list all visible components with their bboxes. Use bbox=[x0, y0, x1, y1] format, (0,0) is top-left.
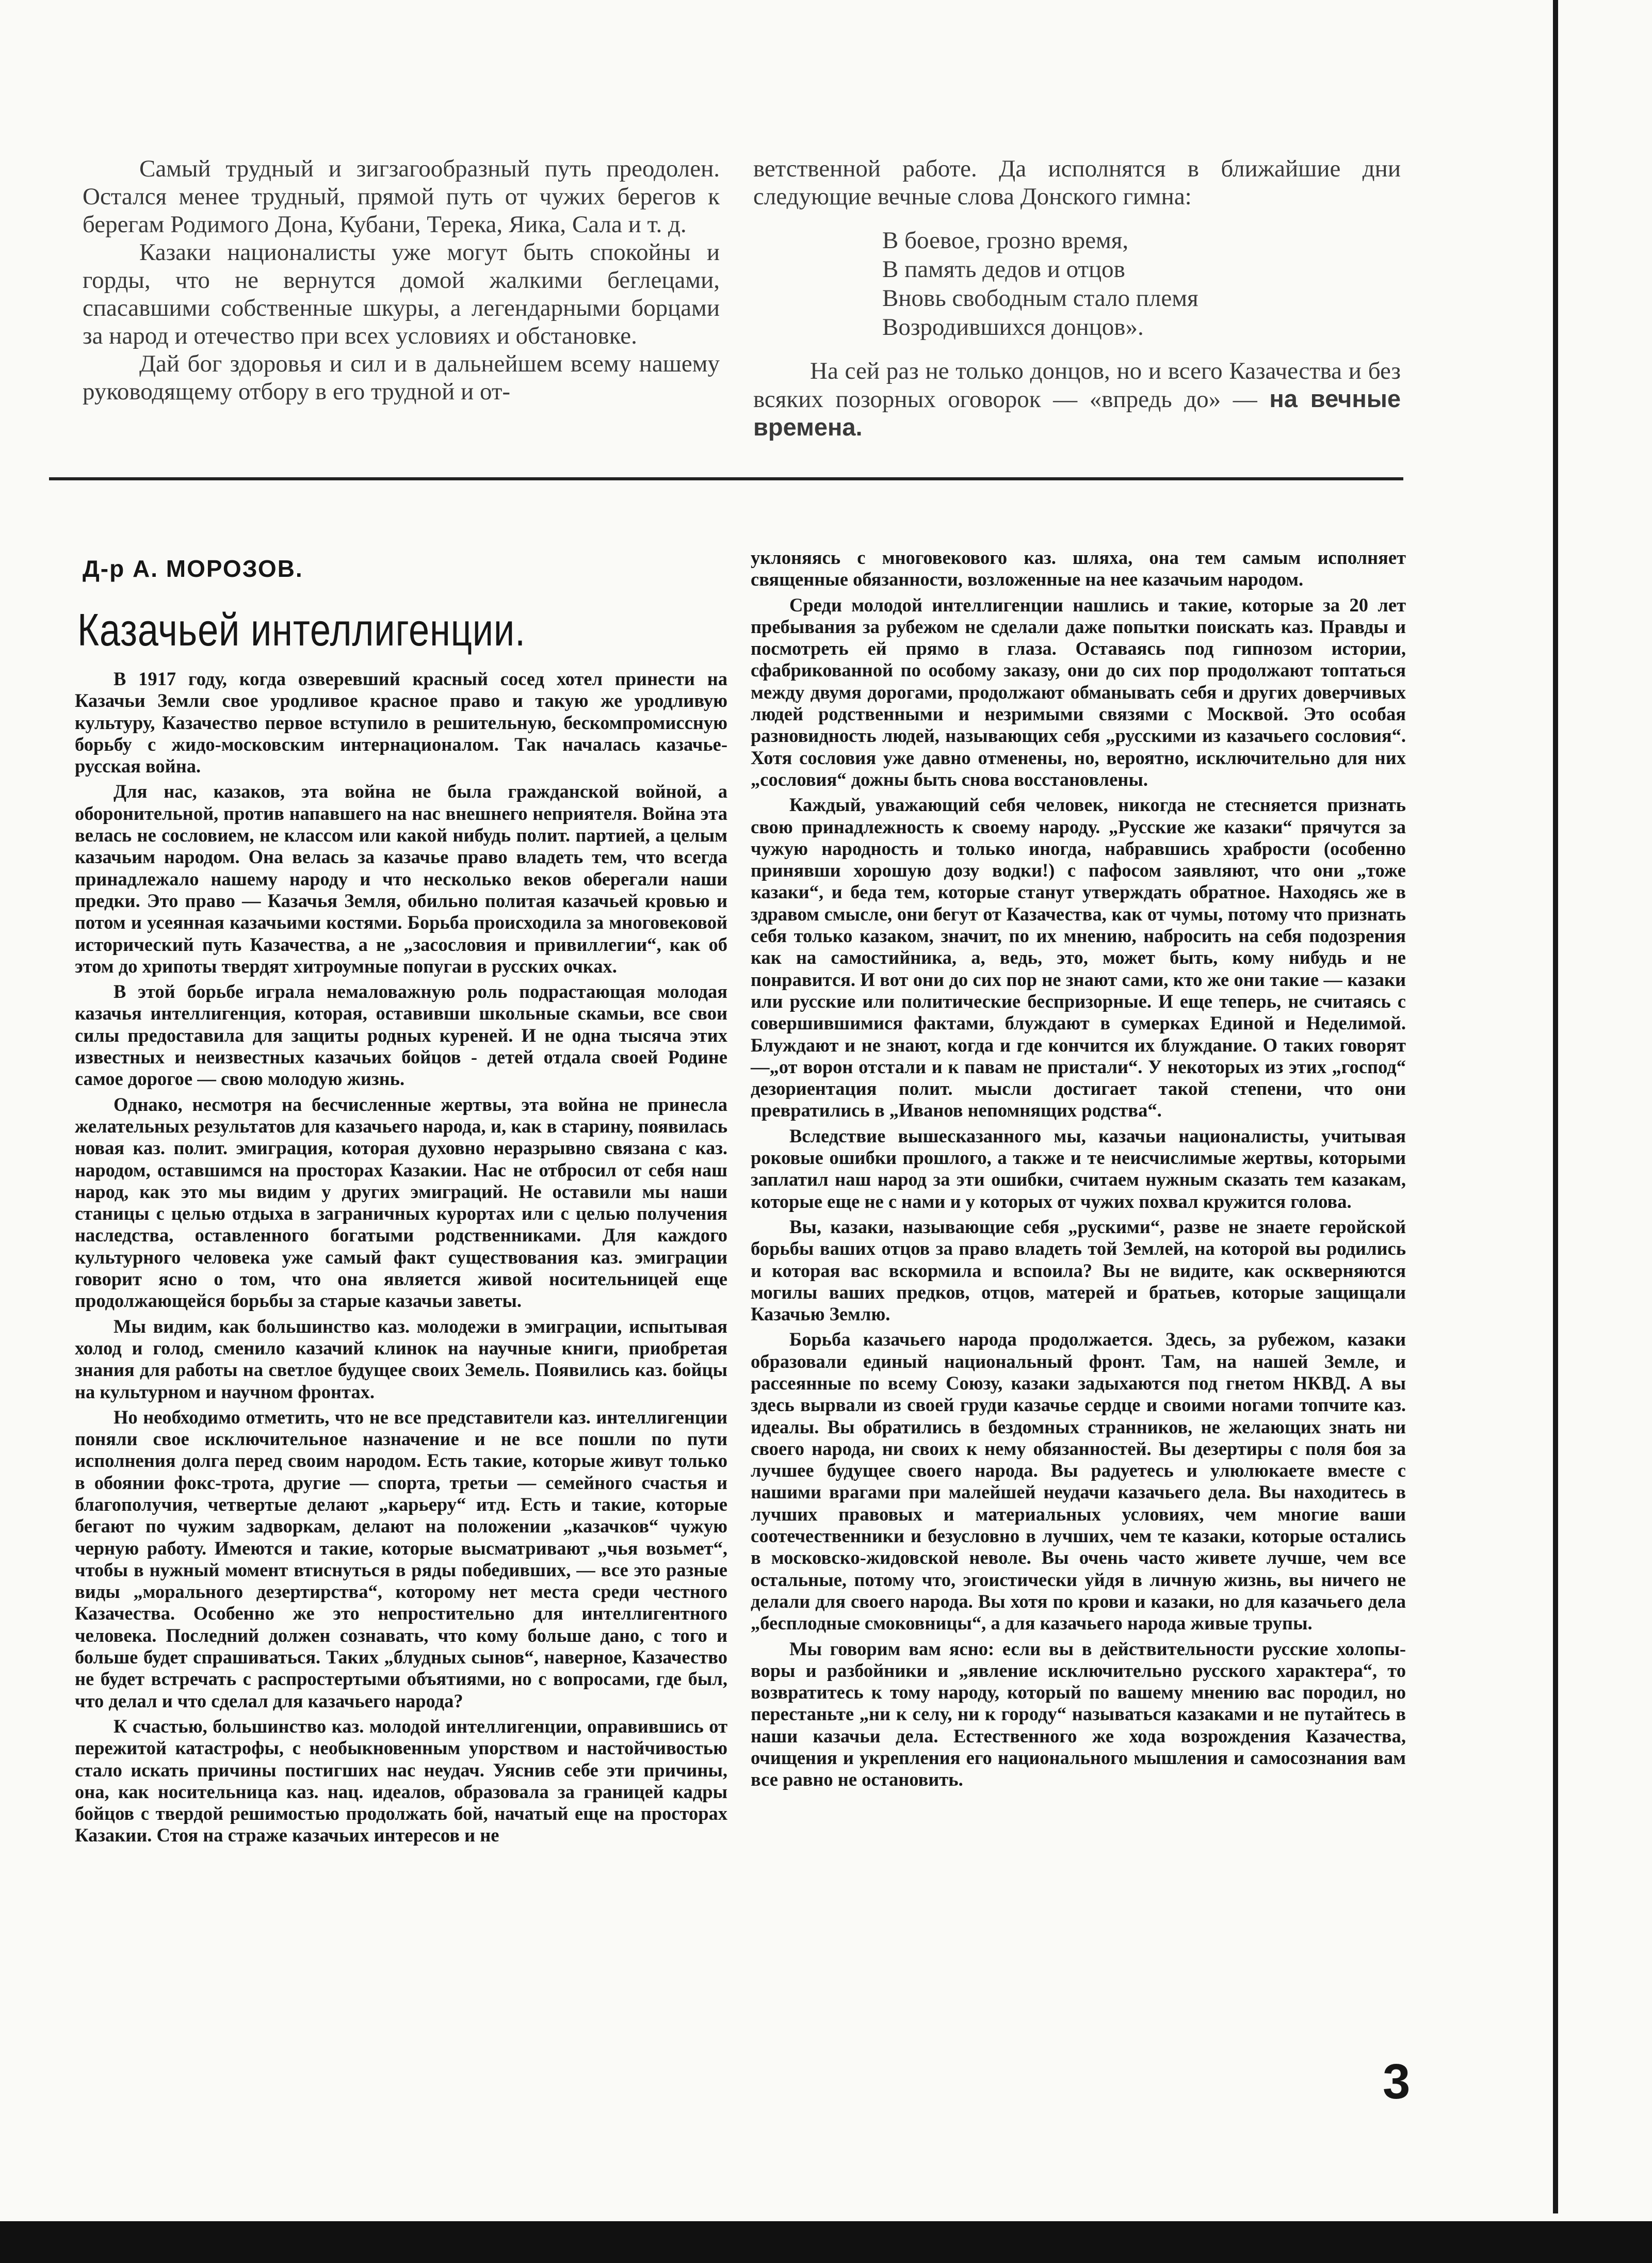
article-paragraph: Борьба казачьего народа продолжается. Здесь, за рубежом, казаки образовали единый национальный фронт. Там, на нашей Земле, и рассеянные по всему Союзу, казаки задыхаются под гнетом НКВД. А вы здесь вырвали из своей груди казачье сердце и своими ногами топчите каз. идеалы. Вы обратились в бездомных странников, не желающих знать ни своего народа, ни своих к нему обязанностей. Вы дезертиры с поля боя за лучшее будущее своего народа. Вы радуетесь и улюлюкаете вместе с нашими врагами при малейшей неудачи казачьего дела. Вы находитесь в лучших правовых и материальных условиях, чем многие ваши соотечественники и безусловно в лучших, чем те казаки, которые остались в московско-жидовской неволе. Вы очень часто живете лучше, чем все остальные, потому что, эгоистически уйдя в личную жизнь, вы ничего не делали для своего народа. Вы хотя по крови и казаки, но для казачьего дела „бесплодные смоковницы“, а для казачьего народа живые трупы. bbox=[751, 1329, 1406, 1634]
poem-line: В память дедов и отцов bbox=[882, 256, 1125, 283]
article-paragraph: Но необходимо отметить, что не все представители каз. интеллигенции поняли свое исключительное назначение и не все пошли по пути исполнения долга перед своим народом. Есть такие, которые живут только в обоянии фокс-трота, другие — спорта, третьи — семейного счастья и благополучия, четвертые делают „карьеру“ итд. Есть и такие, которые бегают по чужим задворкам, делают на положении „казачков“ чужую черную работу. Имеются и такие, которые высматривают „чья возьмет“, чтобы в нужный момент втиснуться в ряды победивших, — все это разные виды „морального дезертирства“, которому нет места среди честного Казачества. Особенно же это непростительно для интеллигентного человека. Последний должен сознавать, что кому больше дано, с того и больше будет спрашиваться. Таких „блудных сынов“, наверное, Казачество не будет встречать с распростертыми объятиями, но с вопросами, где был, что делал и что сделал для казачьего народа? bbox=[75, 1406, 727, 1711]
article-paragraph: Мы видим, как большинство каз. молодежи в эмиграции, испытывая холод и голод, сменило казачий клинок на научные книги, приобретая знания для работы на светлое будущее своих Земель. Появились каз. бойцы на культурном и научном фронтах. bbox=[75, 1315, 727, 1402]
section-divider bbox=[49, 477, 1403, 480]
closing-text: На сей раз не только донцов, но и всего Казачества и без всяких позорных оговорок — «впредь до» — bbox=[753, 358, 1401, 413]
article-left-column bbox=[75, 668, 727, 1847]
top-left-paragraph: Дай бог здоровья и сил и в дальнейшем всему нашему руководящему отбору в его трудной и от- bbox=[83, 350, 720, 405]
closing-paragraph bbox=[753, 357, 1401, 442]
anthem-poem bbox=[882, 226, 1401, 342]
page-bottom-edge bbox=[0, 2221, 1652, 2263]
poem-line: В боевое, грозно время, bbox=[882, 227, 1129, 254]
top-left-column bbox=[83, 155, 720, 406]
article-continuation: уклоняясь с многовекового каз. шляха, она тем самым исполняет священные обязанности, возложенные на нее казачьим народом. bbox=[751, 547, 1406, 590]
top-left-paragraph: Казаки националисты уже могут быть спокойны и горды, что не вернутся домой жалкими беглецами, спасавшими собственные шкуры, а легендарными борцами за народ и отечество при всех условиях и обстановке. bbox=[83, 239, 720, 349]
article-right-column bbox=[751, 547, 1406, 1791]
closing-bold-text: на вечные времена. bbox=[753, 385, 1401, 441]
article-paragraph: Однако, несмотря на бесчисленные жертвы, эта война не принесла желательных результатов для казачьего народа, и, как в старину, появилась новая каз. полит. эмиграция, которая духовно неразрывно связана с каз. народом, оставшимся на просторах Казакии. Нас не отбросил от себя наш народ, как это мы видим у других эмиграций. Не оставили мы наши станицы с целью отдыха в заграничных курортах или с целью получения наследства, оставленного богатыми родственниками. Для каждого культурного человека уже самый факт существования каз. эмиграции говорит ясно о том, что она является живой носительницей еще продолжающейся борьбы за старые казачьи заветы. bbox=[75, 1093, 727, 1312]
article-paragraph: Вследствие вышесказанного мы, казачьи националисты, учитывая роковые ошибки прошлого, а также и те неисчислимые жертвы, которыми заплатил наш народ за эти ошибки, считаем нужным сказать тем казакам, которые еще не с нами и у которых от чужих похвал кружится голова. bbox=[751, 1125, 1406, 1212]
article-paragraph: Мы говорим вам ясно: если вы в действительности русские холопы-воры и разбойники и „явление исключительно русского характера“, то возвратитесь к тому народу, который по вашему мнению вас породил, но перестаньте „ни к селу, ни к городу“ называться казаками и не путайтесь в наши казачьи дела. Естественного же хода возрождения Казачества, очищения и укрепления его национального мышления и самосознания вам все равно не остановить. bbox=[751, 1638, 1406, 1790]
poem-line: Вновь свободным стало племя bbox=[882, 285, 1198, 312]
article-paragraph: Среди молодой интеллигенции нашлись и такие, которые за 20 лет пребывания за рубежом не сделали даже попытки поискать каз. Правды и посмотреть ей прямо в глаза. Оставаясь под гипнозом истории, сфабрикованной по особому заказу, они до сих пор продолжают топтаться между двумя дорогами, продолжают обманывать себя и других доверчивых людей родственными и незримыми связями с Москвой. Это особая разновидность людей, называющих себя „русскими из казачьего сословия“. Хотя сословия уже давно отменены, но, вероятно, исключительно для них „сословия“ дожны быть снова восстановлены. bbox=[751, 594, 1406, 790]
article-paragraph: В этой борьбе играла немаловажную роль подрастающая молодая казачья интеллигенция, которая, оставивши школьные скамьи, все свои силы предоставила для защиты родных куреней. И не одна тысяча этих известных и неизвестных казачьих бойцов - детей отдала своей Родине самое дорогое — свою молодую жизнь. bbox=[75, 981, 727, 1090]
article-paragraph: Каждый, уважающий себя человек, никогда не стесняется признать свою принадлежность к своему народу. „Русские же казаки“ прячутся за чужую народность и только иногда, набравшись храбрости (особенно принявши хорошую дозу водки!) с пафосом заявляют, что они „тоже казаки“, и беда тем, которые станут утверждать обратное. Находясь же в здравом смысле, они бегут от Казачества, как от чумы, потому что признать себя только казаком, значит, по их мнению, набросить на себя подозрения как на самостийника, а, ведь, это, может быть, кому нибудь и не понравится. И вот они до сих пор не знают сами, кто же они такие — казаки или русские или политические беспризорные. И еще теперь, не считаясь с совершившимися фактами, блуждают в сумерках Единой и Неделимой. Блуждают и не знают, когда и где кончится их блуждание. О таких говорят—„от ворон отстали и к павам не пристали“. У некоторых из этих „господ“ дезориентация полит. мысли достигает такой степени, что они превратились в „Иванов непомнящих родства“. bbox=[751, 794, 1406, 1121]
top-right-column bbox=[753, 155, 1401, 442]
article-paragraph: Вы, казаки, называющие себя „рускими“, разве не знаете геройской борьбы ваших отцов за право владеть той Землей, на которой вы родились и которая вас вскормила и вспоила? Вы не видите, как оскверняются могилы ваших предков, отцов, матерей и братьев, которые защищали Казачью Землю. bbox=[751, 1216, 1406, 1325]
article-paragraph: В 1917 году, когда озверевший красный сосед хотел принести на Казачьи Земли свое уродливое красное право и такую же уродливую культуру, Казачество первое вступило в решительную, бескомпромиссную борьбу с жидо-московским интернационалом. Так началась казачье-русская война. bbox=[75, 668, 727, 777]
page-number: 3 bbox=[1383, 2054, 1411, 2109]
article-title: Казачьей интеллигенции. bbox=[77, 604, 526, 655]
top-right-intro: ветственной работе. Да исполнятся в ближайшие дни следующие вечные слова Донского гимна: bbox=[753, 155, 1401, 210]
article-author: Д-р А. МОРОЗОВ. bbox=[83, 555, 303, 582]
top-left-paragraph: Самый трудный и зигзагообразный путь преодолен. Остался менее трудный, прямой путь от чужих берегов к берегам Родимого Дона, Кубани, Терека, Яика, Сала и т. д. bbox=[83, 155, 720, 238]
poem-line: Возродившихся донцов». bbox=[882, 314, 1144, 341]
page-edge-shadow bbox=[1553, 0, 1558, 2213]
article-paragraph: Для нас, казаков, эта война не была гражданской войной, а оборонительной, против напавшего на нас внешнего неприятеля. Война эта велась не сословием, не классом или какой нибудь полит. партией, а целым казачьим народом. Она велась за казачье право владеть тем, что всегда принадлежало нашему народу и что несколько веков оберегали наши предки. Это право — Казачья Земля, обильно политая казачьей кровью и потом и усеянная казачьими костями. Борьба происходила за многовековой исторический путь Казачества, а не „засословия и привиллегии“, как об этом до хрипоты твердят хитроумные попугаи в русских очках. bbox=[75, 781, 727, 977]
article-paragraph: К счастью, большинство каз. молодой интеллигенции, оправившись от пережитой катастрофы, с необыкновенным упорством и настойчивостью стало искать причины постигших нас неудач. Уяснив себе эти причины, она, как носительница каз. нац. идеалов, образовала за границей кадры бойцов с твердой решимостью продолжать бой, начатый еще на просторах Казакии. Стоя на страже казачьих интересов и не bbox=[75, 1715, 727, 1846]
